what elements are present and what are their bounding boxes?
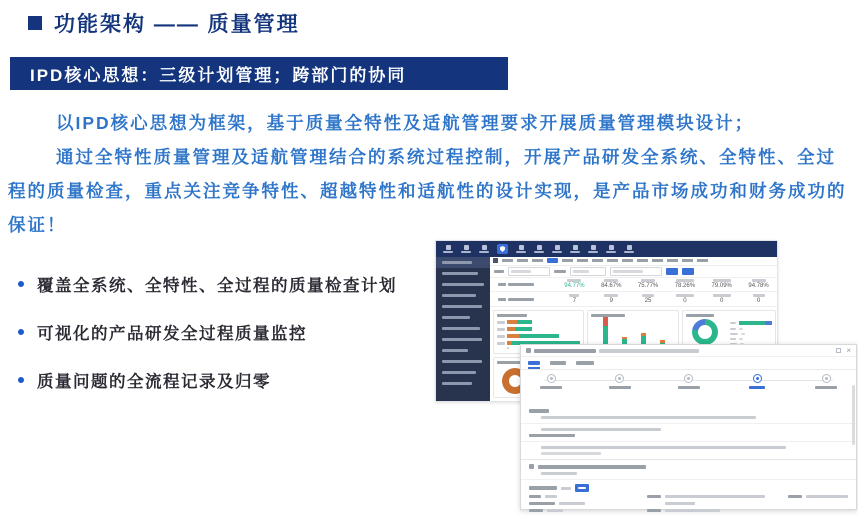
dash-tab[interactable] <box>652 259 663 262</box>
doc-icon <box>526 348 531 353</box>
process-stepper <box>531 374 846 404</box>
step-circle-icon <box>753 374 762 383</box>
title-row <box>28 8 300 38</box>
sidebar-item[interactable] <box>436 345 490 356</box>
dash-tab[interactable] <box>502 259 513 262</box>
nav-item[interactable] <box>570 245 580 253</box>
expand-icon[interactable] <box>836 348 841 353</box>
detail-kv-grid <box>529 495 848 512</box>
app-icon <box>446 245 451 250</box>
reset-button[interactable] <box>682 268 694 275</box>
sidebar-item[interactable] <box>436 268 490 279</box>
bullet-item-3 <box>18 368 397 392</box>
step-circle-icon <box>615 374 624 383</box>
stepper-step[interactable] <box>531 374 571 389</box>
dash-tab[interactable] <box>592 259 603 262</box>
intro-paragraph-1: 以IPD核心思想为框架，基于质量全特性及适航管理要求开展质量管理模块设计； <box>56 113 755 133</box>
nav-item-active[interactable] <box>497 244 508 254</box>
bullet-item-2 <box>18 320 397 344</box>
stat-cell: 79.09% <box>703 278 740 292</box>
dash-tab[interactable] <box>637 259 648 262</box>
shield-icon <box>500 246 505 252</box>
step-circle-icon <box>684 374 693 383</box>
stat-cell: 78.26% <box>666 278 703 292</box>
stat-cell: 9 <box>593 292 630 306</box>
bullet-text: 覆盖全系统、全特性、全过程的质量检查计划 <box>37 277 397 295</box>
nav-item[interactable] <box>516 245 526 253</box>
stat-cell: 7 <box>556 292 593 306</box>
dash-top-nav <box>436 241 777 257</box>
filter-label <box>554 270 566 273</box>
nav-item[interactable] <box>443 245 453 253</box>
dash-tab[interactable] <box>607 259 618 262</box>
intro-paragraph-2: 通过全特性质量管理及适航管理结合的系统过程控制，开展产品研发全系统、全特性、全过程的质量检查，重点关注竞争特性、超越特性和适航性的设计实现，是产品市场成功和财务成功的保证！ <box>8 147 847 235</box>
detail-content <box>521 404 856 512</box>
detail-tab-2[interactable] <box>550 357 566 369</box>
app-icon <box>591 245 596 250</box>
stepper-step[interactable] <box>806 374 846 389</box>
feature-bullet-list <box>18 272 397 416</box>
stat-cell: 75.77% <box>630 278 667 292</box>
bullet-item-1 <box>18 272 397 296</box>
stat-cell: 84.67% <box>593 278 630 292</box>
dash-tab[interactable] <box>667 259 678 262</box>
nav-item[interactable] <box>606 245 616 253</box>
sidebar-item[interactable] <box>436 301 490 312</box>
detail-title-placeholder <box>534 349 596 353</box>
app-icon <box>555 245 560 250</box>
bullet-dot-icon <box>18 281 24 287</box>
stat-cell: 94.78% <box>740 278 777 292</box>
sidebar-item[interactable] <box>436 356 490 367</box>
nav-item[interactable] <box>624 245 634 253</box>
nav-item[interactable] <box>461 245 471 253</box>
stepper-step-active[interactable] <box>737 374 777 389</box>
stat-cell: 25 <box>630 292 667 306</box>
donut-chart <box>692 319 718 345</box>
step-circle-icon <box>822 374 831 383</box>
search-button[interactable] <box>666 268 678 275</box>
sidebar-item[interactable] <box>436 367 490 378</box>
detail-tab-3[interactable] <box>576 357 594 369</box>
sidebar-item[interactable] <box>436 312 490 323</box>
dash-tab[interactable] <box>532 259 543 262</box>
dash-tabstrip <box>490 257 777 266</box>
page-title: 功能架构 —— 质量管理 <box>54 13 300 36</box>
filter-select-2[interactable] <box>570 267 606 276</box>
stat-cell: 0 <box>740 292 777 306</box>
app-icon <box>464 245 469 250</box>
app-icon <box>537 245 542 250</box>
hamburger-icon[interactable] <box>493 258 498 263</box>
sidebar-item[interactable] <box>436 334 490 345</box>
stats-row-1 <box>490 278 777 293</box>
stepper-step[interactable] <box>600 374 640 389</box>
dash-tab[interactable] <box>622 259 633 262</box>
dash-tab[interactable] <box>682 259 693 262</box>
sidebar-item[interactable] <box>436 279 490 290</box>
nav-item[interactable] <box>479 245 489 253</box>
search-input[interactable] <box>610 267 662 276</box>
title-bullet-square <box>28 16 42 30</box>
dash-tab[interactable] <box>577 259 588 262</box>
hbar-chart <box>497 320 580 345</box>
detail-action-button[interactable] <box>575 484 589 492</box>
dash-filter-row <box>490 266 777 278</box>
detail-subtitle-placeholder <box>599 349 699 353</box>
bullet-dot-icon <box>18 377 24 383</box>
dash-tab[interactable] <box>547 258 558 263</box>
section-banner <box>10 57 508 90</box>
bullet-text: 可视化的产品研发全过程质量监控 <box>37 325 307 343</box>
step-circle-icon <box>547 374 556 383</box>
stat-cell: 0 <box>703 292 740 306</box>
nav-item[interactable] <box>552 245 562 253</box>
filter-select-1[interactable] <box>508 267 550 276</box>
detail-tab-1[interactable] <box>528 357 540 369</box>
sidebar-item[interactable] <box>436 290 490 301</box>
close-icon[interactable]: × <box>846 345 851 355</box>
dash-tab[interactable] <box>562 259 573 262</box>
stepper-step[interactable] <box>669 374 709 389</box>
bullet-text: 质量问题的全流程记录及归零 <box>37 373 271 391</box>
detail-screenshot <box>520 344 857 510</box>
sidebar-item[interactable] <box>436 323 490 334</box>
detail-header <box>521 345 856 357</box>
detail-tabs <box>521 357 856 370</box>
stats-row-label <box>490 278 556 292</box>
dash-tab[interactable] <box>697 259 708 262</box>
dash-sidebar <box>436 257 490 401</box>
nav-item[interactable] <box>534 245 544 253</box>
section-banner-text: IPD核心思想：三级计划管理；跨部门的协同 <box>30 66 407 85</box>
stat-cell: 94.77% <box>556 278 593 292</box>
app-icon <box>519 245 524 250</box>
app-icon <box>573 245 578 250</box>
app-icon <box>627 245 632 250</box>
stat-cell: 0 <box>666 292 703 306</box>
app-icon <box>482 245 487 250</box>
stats-row-label <box>490 292 556 306</box>
bullet-dot-icon <box>18 329 24 335</box>
scrollbar[interactable] <box>852 385 855 445</box>
nav-item[interactable] <box>588 245 598 253</box>
filter-label <box>494 270 504 273</box>
dash-tab[interactable] <box>517 259 528 262</box>
stats-row-2 <box>490 292 777 307</box>
sidebar-item[interactable] <box>436 257 490 268</box>
sidebar-item[interactable] <box>436 378 490 389</box>
app-icon <box>609 245 614 250</box>
